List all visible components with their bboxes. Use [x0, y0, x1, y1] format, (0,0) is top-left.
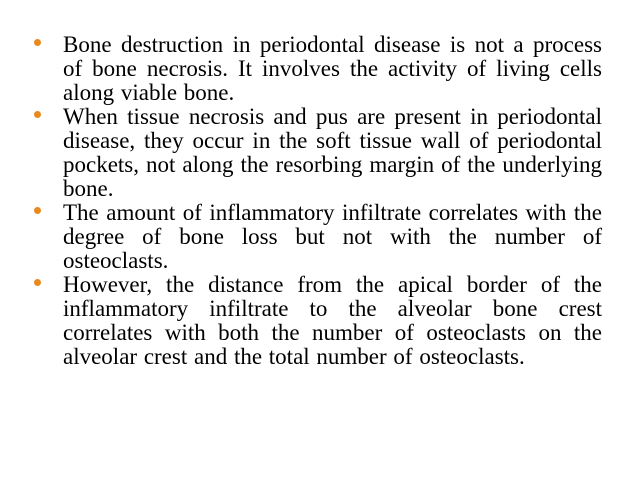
bullet-dot-icon: [34, 111, 41, 118]
bullet-text: However, the distance from the apical border of the inflammatory infiltrate to the alveolar bone crest correlates with both the number of osteoclasts on the alveolar crest and the total number of osteoclasts.: [63, 272, 602, 369]
bullet-item: [34, 273, 602, 369]
bullet-text: Bone destruction in periodontal disease is not a process of bone necrosis. It involves the activity of living cells along viable bone.: [63, 32, 602, 105]
bullet-item: [34, 105, 602, 201]
bullet-text: The amount of inflammatory infiltrate correlates with the degree of bone loss but not with the number of osteoclasts.: [63, 200, 602, 273]
bullet-dot-icon: [34, 279, 41, 286]
bullet-list: [34, 33, 602, 369]
bullet-dot-icon: [34, 207, 41, 214]
bullet-text: When tissue necrosis and pus are present in periodontal disease, they occur in the soft tissue wall of periodontal pockets, not along the resorbing margin of the underlying bone.: [63, 104, 602, 201]
bullet-item: [34, 33, 602, 105]
bullet-dot-icon: [34, 39, 41, 46]
bullet-item: [34, 201, 602, 273]
